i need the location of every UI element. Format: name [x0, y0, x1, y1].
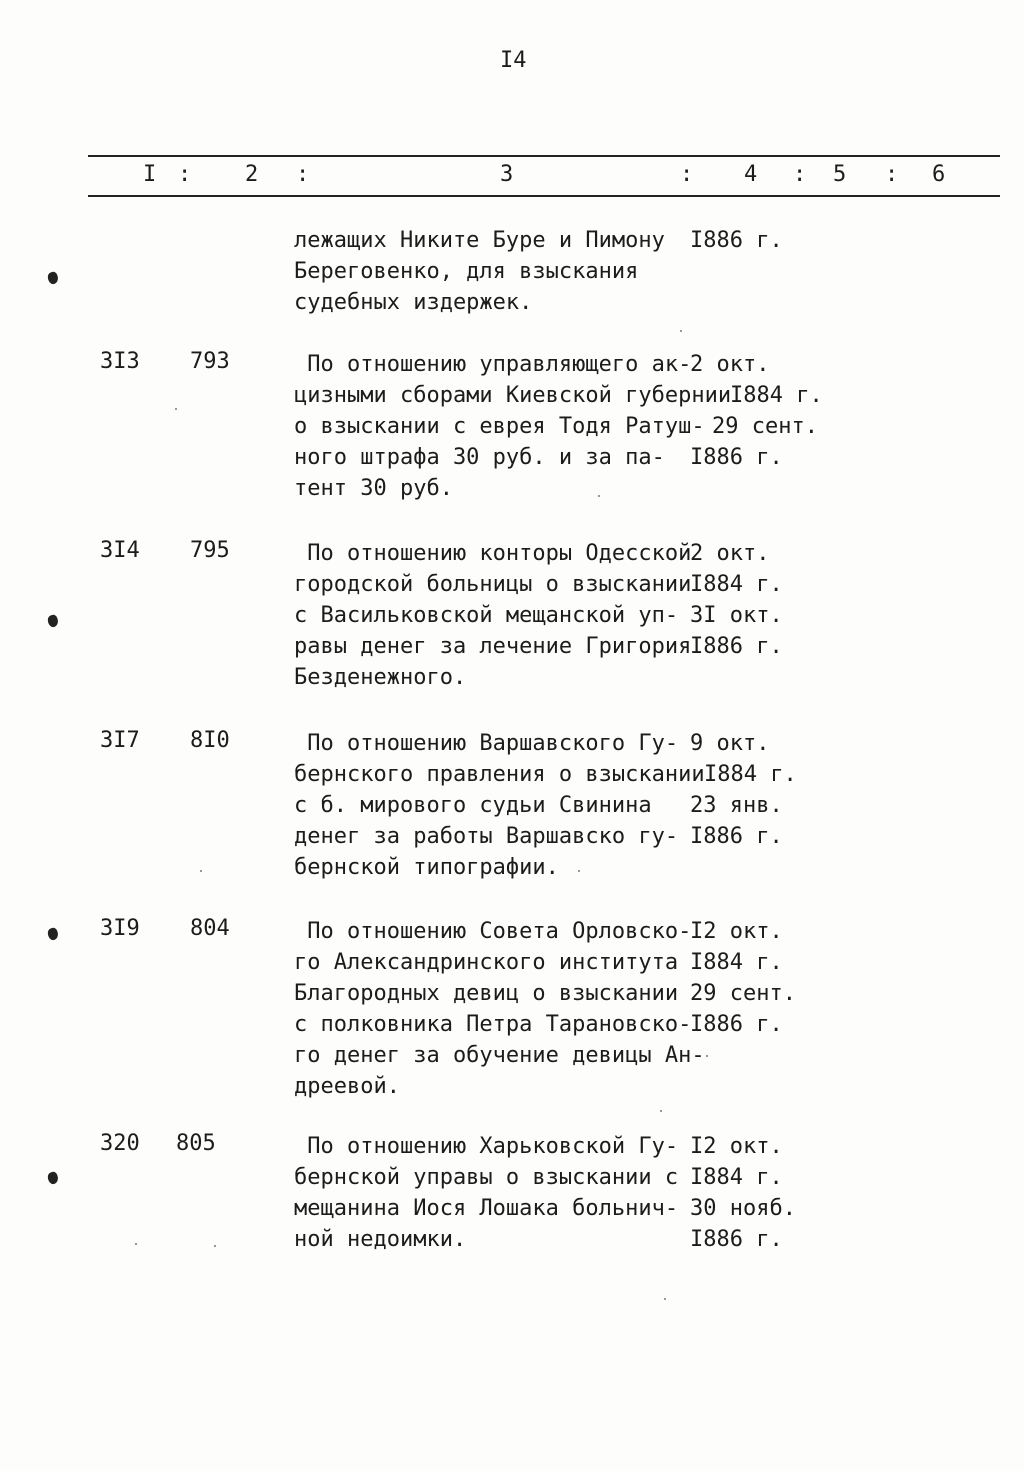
scan-speck: [135, 1243, 137, 1245]
entry-text-line: По отношению Совета Орловско-: [294, 919, 692, 944]
entry-number: 3I9: [100, 916, 140, 941]
entry-date: 29 сент.: [690, 981, 796, 1006]
entry-text-line: бернского правления о взыскании: [294, 762, 705, 787]
entry-text-line: ного штрафа 30 руб. и за па-: [294, 445, 665, 470]
entry-number: 3I7: [100, 728, 140, 753]
entry-date: I886 г.: [690, 1012, 783, 1037]
header-sep-5: :: [885, 162, 899, 187]
entry-code: 804: [190, 916, 230, 941]
entry-text-line: с Васильковской мещанской уп-: [294, 603, 679, 628]
entry-text-line: го денег за обучение девицы Ан-: [294, 1043, 705, 1068]
binding-hole-mark: [46, 271, 60, 286]
header-col-1: I: [143, 162, 157, 187]
entry-date: 9 окт.: [690, 731, 770, 756]
entry-date: I2 окт.: [690, 919, 783, 944]
entry-date: 30 нояб.: [690, 1196, 796, 1221]
entry-number: 3I3: [100, 349, 140, 374]
scan-speck: [578, 870, 580, 872]
entry-text-line: По отношению управляющего ак-: [294, 352, 692, 377]
header-sep-1: :: [178, 162, 192, 187]
header-top-rule: [88, 155, 1000, 157]
entry-date: I886 г.: [690, 1227, 783, 1252]
entry-date: I886 г.: [690, 228, 783, 253]
entry-text-line: Береговенко, для взыскания: [294, 259, 639, 284]
entry-text-line: По отношению Варшавского Гу-: [294, 731, 679, 756]
entry-date: I884 г.: [730, 383, 823, 408]
entry-text-line: лежащих Никите Буре и Пимону: [294, 228, 665, 253]
entry-date: 29 сент.: [712, 414, 818, 439]
header-sep-3: :: [680, 162, 694, 187]
entry-text-line: судебных издержек.: [294, 290, 533, 315]
header-col-6: 6: [932, 162, 946, 187]
entry-date: 23 янв.: [690, 793, 783, 818]
header-sep-4: :: [793, 162, 807, 187]
scan-speck: [660, 1110, 662, 1112]
entry-date: I2 окт.: [690, 1134, 783, 1159]
header-col-5: 5: [833, 162, 847, 187]
entry-text-line: мещанина Иося Лошака больнич-: [294, 1196, 679, 1221]
entry-date: I884 г.: [704, 762, 797, 787]
header-col-2: 2: [245, 162, 259, 187]
entry-code: 795: [190, 538, 230, 563]
entry-text-line: ной недоимки.: [294, 1227, 467, 1252]
entry-code: 793: [190, 349, 230, 374]
entry-text-line: с б. мирового судьи Свинина: [294, 793, 652, 818]
entry-date: 2 окт.: [690, 352, 770, 377]
entry-text-line: бернской типографии.: [294, 855, 559, 880]
entry-date: 2 окт.: [690, 541, 770, 566]
binding-hole-mark: [46, 927, 60, 942]
entry-text-line: бернской управы о взыскании с: [294, 1165, 679, 1190]
page-number: I4: [500, 48, 527, 73]
scan-speck: [680, 330, 682, 332]
scan-speck: [664, 1298, 666, 1300]
header-sep-2: :: [296, 162, 310, 187]
entry-text-line: о взыскании с еврея Тодя Ратуш-: [294, 414, 705, 439]
entry-text-line: с полковника Петра Тарановско-: [294, 1012, 692, 1037]
binding-hole-mark: [46, 1171, 60, 1186]
entry-code: 8I0: [190, 728, 230, 753]
entry-date: I886 г.: [690, 634, 783, 659]
entry-number: 3I4: [100, 538, 140, 563]
entry-text-line: Благородных девиц о взыскании: [294, 981, 679, 1006]
entry-text-line: Безденежного.: [294, 665, 467, 690]
entry-text-line: цизными сборами Киевской губернии: [294, 383, 732, 408]
entry-text-line: городской больницы о взыскании: [294, 572, 692, 597]
entry-text-line: го Александринского института: [294, 950, 679, 975]
entry-text-line: тент 30 руб.: [294, 476, 453, 501]
scan-speck: [214, 1245, 216, 1247]
entry-text-line: дреевой.: [294, 1074, 400, 1099]
entry-number: 320: [100, 1131, 140, 1156]
entry-text-line: По отношению Харьковской Гу-: [294, 1134, 679, 1159]
entry-code: 805: [176, 1131, 216, 1156]
entry-date: I886 г.: [690, 824, 783, 849]
header-bottom-rule: [88, 195, 1000, 197]
scan-speck: [706, 1055, 708, 1057]
scan-speck: [200, 870, 202, 872]
entry-date: I886 г.: [690, 445, 783, 470]
entry-text-line: денег за работы Варшавско гу-: [294, 824, 679, 849]
scan-speck: [598, 495, 600, 497]
header-col-3: 3: [500, 162, 514, 187]
entry-date: I884 г.: [690, 572, 783, 597]
entry-date: I884 г.: [690, 950, 783, 975]
entry-date: 3I окт.: [690, 603, 783, 628]
scan-speck: [175, 408, 177, 410]
binding-hole-mark: [46, 614, 60, 629]
entry-date: I884 г.: [690, 1165, 783, 1190]
entry-text-line: равы денег за лечение Григория: [294, 634, 692, 659]
entry-text-line: По отношению конторы Одесской: [294, 541, 692, 566]
header-col-4: 4: [744, 162, 758, 187]
